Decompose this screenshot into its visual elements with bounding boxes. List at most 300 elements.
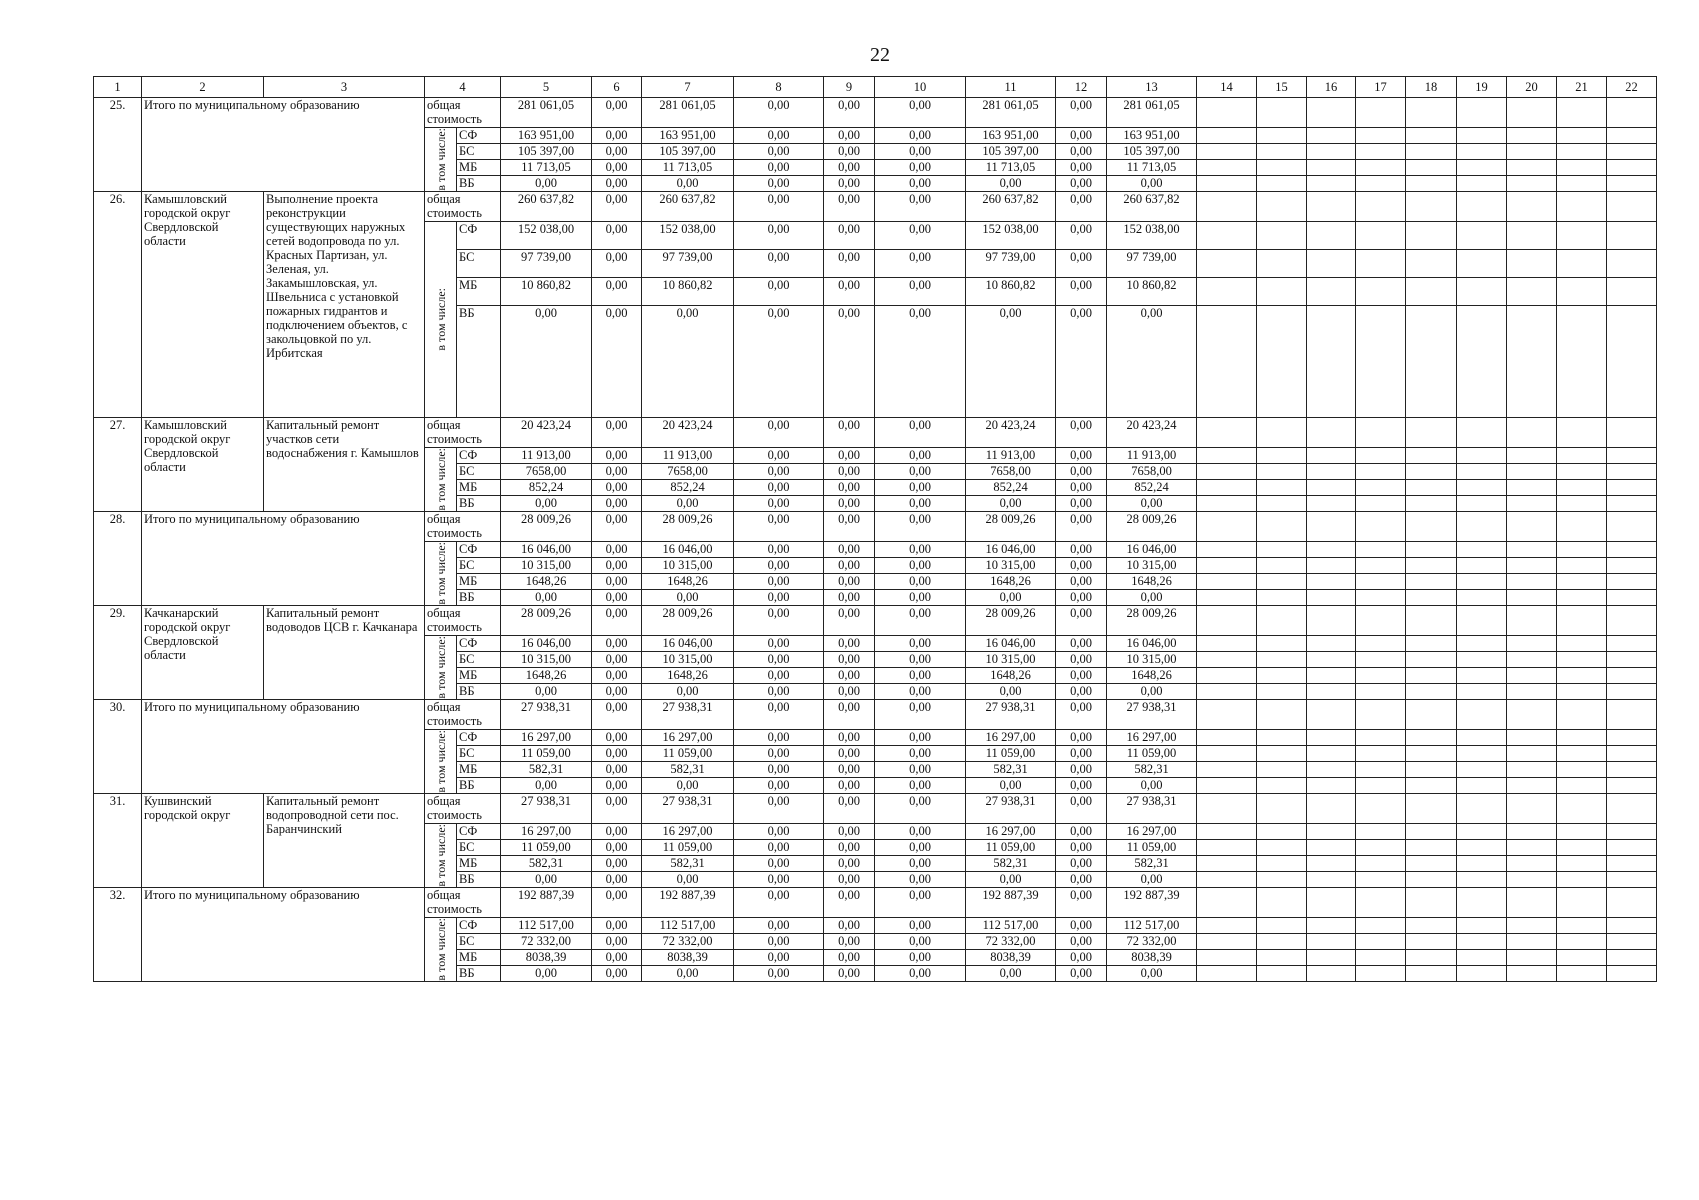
empty-cell xyxy=(1557,668,1607,684)
value-cell: 0,00 xyxy=(824,778,875,794)
empty-cell xyxy=(1307,794,1356,824)
value-cell: 0,00 xyxy=(1056,464,1107,480)
value-cell: 0,00 xyxy=(501,966,592,982)
value-cell: 11 713,05 xyxy=(501,160,592,176)
empty-cell xyxy=(1356,872,1406,888)
empty-cell xyxy=(1557,480,1607,496)
empty-cell xyxy=(1607,192,1657,222)
value-cell: 0,00 xyxy=(875,668,966,684)
empty-cell xyxy=(1457,176,1507,192)
empty-cell xyxy=(1457,888,1507,918)
column-number: 8 xyxy=(734,77,824,98)
value-cell: 0,00 xyxy=(875,464,966,480)
empty-cell xyxy=(1507,222,1557,250)
empty-cell xyxy=(1257,606,1307,636)
empty-cell xyxy=(1507,176,1557,192)
empty-cell xyxy=(1607,606,1657,636)
empty-cell xyxy=(1197,824,1257,840)
empty-cell xyxy=(1356,636,1406,652)
empty-cell xyxy=(1507,98,1557,128)
column-number: 17 xyxy=(1356,77,1406,98)
value-cell: 72 332,00 xyxy=(1107,934,1197,950)
value-cell: 16 046,00 xyxy=(966,542,1056,558)
value-cell: 11 913,00 xyxy=(642,448,734,464)
value-cell: 0,00 xyxy=(875,448,966,464)
empty-cell xyxy=(1257,778,1307,794)
empty-cell xyxy=(1406,840,1457,856)
value-cell: 0,00 xyxy=(824,636,875,652)
empty-cell xyxy=(1607,824,1657,840)
value-cell: 0,00 xyxy=(824,934,875,950)
empty-cell xyxy=(1356,606,1406,636)
empty-cell xyxy=(1197,306,1257,418)
empty-cell xyxy=(1197,418,1257,448)
empty-cell xyxy=(1307,636,1356,652)
value-cell: 0,00 xyxy=(875,934,966,950)
value-cell: 0,00 xyxy=(824,480,875,496)
including-label-text: в том числе: xyxy=(433,288,448,351)
column-number: 7 xyxy=(642,77,734,98)
value-cell: 0,00 xyxy=(592,558,642,574)
empty-cell xyxy=(1406,888,1457,918)
empty-cell xyxy=(1607,306,1657,418)
empty-cell xyxy=(1607,652,1657,668)
value-cell: 28 009,26 xyxy=(642,606,734,636)
empty-cell xyxy=(1607,888,1657,918)
value-cell: 10 860,82 xyxy=(1107,278,1197,306)
column-number-row xyxy=(94,77,1657,98)
funding-source-label: ВБ xyxy=(457,778,501,794)
empty-cell xyxy=(1307,824,1356,840)
value-cell: 8038,39 xyxy=(501,950,592,966)
value-cell: 163 951,00 xyxy=(501,128,592,144)
value-cell: 0,00 xyxy=(734,778,824,794)
row-number: 31. xyxy=(94,794,142,888)
value-cell: 0,00 xyxy=(1056,966,1107,982)
empty-cell xyxy=(1307,918,1356,934)
value-cell: 0,00 xyxy=(824,144,875,160)
empty-cell xyxy=(1257,684,1307,700)
value-cell: 0,00 xyxy=(592,684,642,700)
total-cost-label: общая стоимость xyxy=(425,512,501,542)
empty-cell xyxy=(1457,590,1507,606)
funding-source-label: СФ xyxy=(457,824,501,840)
value-cell: 192 887,39 xyxy=(642,888,734,918)
value-cell: 105 397,00 xyxy=(501,144,592,160)
empty-cell xyxy=(1457,730,1507,746)
empty-cell xyxy=(1257,918,1307,934)
value-cell: 0,00 xyxy=(824,574,875,590)
empty-cell xyxy=(1356,762,1406,778)
value-cell: 582,31 xyxy=(501,762,592,778)
empty-cell xyxy=(1457,684,1507,700)
empty-cell xyxy=(1607,762,1657,778)
value-cell: 11 713,05 xyxy=(966,160,1056,176)
empty-cell xyxy=(1197,606,1257,636)
empty-cell xyxy=(1507,840,1557,856)
value-cell: 0,00 xyxy=(875,250,966,278)
total-cost-label: общая стоимость xyxy=(425,700,501,730)
empty-cell xyxy=(1197,652,1257,668)
empty-cell xyxy=(1607,176,1657,192)
value-cell: 28 009,26 xyxy=(501,512,592,542)
value-cell: 0,00 xyxy=(875,684,966,700)
empty-cell xyxy=(1307,934,1356,950)
value-cell: 0,00 xyxy=(642,496,734,512)
value-cell: 0,00 xyxy=(592,222,642,250)
empty-cell xyxy=(1307,950,1356,966)
empty-cell xyxy=(1197,966,1257,982)
empty-cell xyxy=(1607,856,1657,872)
empty-cell xyxy=(1356,418,1406,448)
value-cell: 20 423,24 xyxy=(501,418,592,448)
value-cell: 0,00 xyxy=(592,918,642,934)
value-cell: 0,00 xyxy=(734,934,824,950)
value-cell: 852,24 xyxy=(966,480,1056,496)
value-cell: 582,31 xyxy=(642,856,734,872)
value-cell: 0,00 xyxy=(592,746,642,762)
value-cell: 0,00 xyxy=(1056,250,1107,278)
empty-cell xyxy=(1557,418,1607,448)
empty-cell xyxy=(1557,700,1607,730)
value-cell: 7658,00 xyxy=(966,464,1056,480)
empty-cell xyxy=(1307,840,1356,856)
empty-cell xyxy=(1607,558,1657,574)
empty-cell xyxy=(1557,128,1607,144)
empty-cell xyxy=(1356,918,1406,934)
empty-cell xyxy=(1457,840,1507,856)
value-cell: 0,00 xyxy=(875,590,966,606)
empty-cell xyxy=(1607,250,1657,278)
value-cell: 0,00 xyxy=(1056,176,1107,192)
empty-cell xyxy=(1197,918,1257,934)
value-cell: 0,00 xyxy=(1107,176,1197,192)
value-cell: 0,00 xyxy=(501,306,592,418)
value-cell: 72 332,00 xyxy=(501,934,592,950)
value-cell: 0,00 xyxy=(592,636,642,652)
empty-cell xyxy=(1507,496,1557,512)
value-cell: 16 297,00 xyxy=(966,730,1056,746)
empty-cell xyxy=(1406,496,1457,512)
funding-source-label: МБ xyxy=(457,574,501,590)
empty-cell xyxy=(1257,966,1307,982)
empty-cell xyxy=(1557,950,1607,966)
empty-cell xyxy=(1507,418,1557,448)
empty-cell xyxy=(1457,542,1507,558)
value-cell: 0,00 xyxy=(592,872,642,888)
value-cell: 0,00 xyxy=(824,250,875,278)
value-cell: 0,00 xyxy=(734,746,824,762)
empty-cell xyxy=(1457,746,1507,762)
empty-cell xyxy=(1307,730,1356,746)
empty-cell xyxy=(1257,418,1307,448)
value-cell: 16 046,00 xyxy=(501,636,592,652)
value-cell: 0,00 xyxy=(824,730,875,746)
value-cell: 281 061,05 xyxy=(501,98,592,128)
table-row-total xyxy=(94,98,1657,128)
empty-cell xyxy=(1356,684,1406,700)
value-cell: 1648,26 xyxy=(642,668,734,684)
value-cell: 0,00 xyxy=(875,746,966,762)
program-table xyxy=(93,76,1657,982)
value-cell: 0,00 xyxy=(824,542,875,558)
value-cell: 0,00 xyxy=(734,128,824,144)
value-cell: 0,00 xyxy=(875,778,966,794)
empty-cell xyxy=(1557,966,1607,982)
value-cell: 0,00 xyxy=(875,762,966,778)
value-cell: 0,00 xyxy=(875,918,966,934)
empty-cell xyxy=(1607,222,1657,250)
value-cell: 0,00 xyxy=(734,668,824,684)
empty-cell xyxy=(1307,192,1356,222)
value-cell: 0,00 xyxy=(592,652,642,668)
value-cell: 0,00 xyxy=(592,606,642,636)
value-cell: 0,00 xyxy=(875,652,966,668)
empty-cell xyxy=(1257,590,1307,606)
value-cell: 0,00 xyxy=(875,176,966,192)
column-number: 9 xyxy=(824,77,875,98)
value-cell: 11 713,05 xyxy=(642,160,734,176)
table-row-total xyxy=(94,418,1657,448)
empty-cell xyxy=(1307,762,1356,778)
empty-cell xyxy=(1307,542,1356,558)
municipality-name: Кушвинский городской округ xyxy=(142,794,264,888)
empty-cell xyxy=(1356,668,1406,684)
empty-cell xyxy=(1406,176,1457,192)
empty-cell xyxy=(1607,496,1657,512)
empty-cell xyxy=(1406,418,1457,448)
empty-cell xyxy=(1457,250,1507,278)
empty-cell xyxy=(1307,512,1356,542)
value-cell: 27 938,31 xyxy=(501,700,592,730)
value-cell: 0,00 xyxy=(592,888,642,918)
value-cell: 0,00 xyxy=(734,950,824,966)
value-cell: 0,00 xyxy=(734,418,824,448)
empty-cell xyxy=(1197,128,1257,144)
empty-cell xyxy=(1507,464,1557,480)
empty-cell xyxy=(1197,512,1257,542)
value-cell: 0,00 xyxy=(1056,144,1107,160)
value-cell: 0,00 xyxy=(966,684,1056,700)
empty-cell xyxy=(1406,966,1457,982)
value-cell: 0,00 xyxy=(734,652,824,668)
value-cell: 11 913,00 xyxy=(966,448,1056,464)
empty-cell xyxy=(1406,606,1457,636)
empty-cell xyxy=(1197,222,1257,250)
empty-cell xyxy=(1197,950,1257,966)
empty-cell xyxy=(1257,950,1307,966)
empty-cell xyxy=(1507,192,1557,222)
empty-cell xyxy=(1406,684,1457,700)
value-cell: 0,00 xyxy=(824,966,875,982)
value-cell: 281 061,05 xyxy=(1107,98,1197,128)
value-cell: 163 951,00 xyxy=(642,128,734,144)
empty-cell xyxy=(1607,746,1657,762)
empty-cell xyxy=(1507,730,1557,746)
value-cell: 11 059,00 xyxy=(1107,840,1197,856)
empty-cell xyxy=(1457,144,1507,160)
empty-cell xyxy=(1197,160,1257,176)
empty-cell xyxy=(1557,888,1607,918)
value-cell: 0,00 xyxy=(592,966,642,982)
empty-cell xyxy=(1406,794,1457,824)
value-cell: 11 059,00 xyxy=(966,746,1056,762)
empty-cell xyxy=(1507,480,1557,496)
empty-cell xyxy=(1507,652,1557,668)
empty-cell xyxy=(1356,176,1406,192)
empty-cell xyxy=(1356,464,1406,480)
value-cell: 152 038,00 xyxy=(966,222,1056,250)
empty-cell xyxy=(1607,934,1657,950)
empty-cell xyxy=(1557,762,1607,778)
empty-cell xyxy=(1406,128,1457,144)
empty-cell xyxy=(1307,250,1356,278)
value-cell: 0,00 xyxy=(875,480,966,496)
municipality-name: Камышловский городской округ Свердловской области xyxy=(142,192,264,418)
funding-source-label: БС xyxy=(457,934,501,950)
value-cell: 0,00 xyxy=(734,888,824,918)
funding-source-label: ВБ xyxy=(457,176,501,192)
value-cell: 112 517,00 xyxy=(642,918,734,934)
including-label xyxy=(425,918,457,982)
funding-source-label: СФ xyxy=(457,542,501,558)
including-label xyxy=(425,824,457,888)
empty-cell xyxy=(1257,480,1307,496)
value-cell: 0,00 xyxy=(1056,496,1107,512)
empty-cell xyxy=(1356,250,1406,278)
empty-cell xyxy=(1507,542,1557,558)
value-cell: 0,00 xyxy=(875,278,966,306)
value-cell: 1648,26 xyxy=(966,668,1056,684)
empty-cell xyxy=(1356,888,1406,918)
value-cell: 0,00 xyxy=(966,590,1056,606)
value-cell: 0,00 xyxy=(824,278,875,306)
value-cell: 16 297,00 xyxy=(966,824,1056,840)
empty-cell xyxy=(1307,464,1356,480)
value-cell: 192 887,39 xyxy=(1107,888,1197,918)
value-cell: 16 297,00 xyxy=(642,730,734,746)
municipality-total-label: Итого по муниципальному образованию xyxy=(142,512,425,606)
value-cell: 0,00 xyxy=(824,652,875,668)
value-cell: 11 059,00 xyxy=(1107,746,1197,762)
value-cell: 0,00 xyxy=(875,636,966,652)
total-cost-label: общая стоимость xyxy=(425,418,501,448)
value-cell: 0,00 xyxy=(824,464,875,480)
value-cell: 0,00 xyxy=(734,606,824,636)
value-cell: 0,00 xyxy=(642,966,734,982)
empty-cell xyxy=(1307,606,1356,636)
value-cell: 0,00 xyxy=(734,872,824,888)
value-cell: 0,00 xyxy=(1056,278,1107,306)
empty-cell xyxy=(1507,574,1557,590)
value-cell: 10 315,00 xyxy=(966,652,1056,668)
value-cell: 0,00 xyxy=(966,176,1056,192)
value-cell: 105 397,00 xyxy=(642,144,734,160)
value-cell: 27 938,31 xyxy=(1107,794,1197,824)
value-cell: 1648,26 xyxy=(1107,574,1197,590)
empty-cell xyxy=(1257,730,1307,746)
value-cell: 1648,26 xyxy=(501,574,592,590)
empty-cell xyxy=(1257,840,1307,856)
total-cost-label: общая стоимость xyxy=(425,192,501,222)
value-cell: 0,00 xyxy=(1056,856,1107,872)
empty-cell xyxy=(1507,778,1557,794)
empty-cell xyxy=(1607,590,1657,606)
including-label xyxy=(425,222,457,418)
value-cell: 0,00 xyxy=(734,730,824,746)
value-cell: 1648,26 xyxy=(642,574,734,590)
empty-cell xyxy=(1557,872,1607,888)
value-cell: 0,00 xyxy=(734,306,824,418)
value-cell: 0,00 xyxy=(592,98,642,128)
value-cell: 0,00 xyxy=(734,700,824,730)
value-cell: 0,00 xyxy=(875,496,966,512)
empty-cell xyxy=(1197,762,1257,778)
value-cell: 0,00 xyxy=(592,934,642,950)
value-cell: 0,00 xyxy=(1056,746,1107,762)
empty-cell xyxy=(1557,918,1607,934)
value-cell: 0,00 xyxy=(1056,778,1107,794)
value-cell: 0,00 xyxy=(592,496,642,512)
empty-cell xyxy=(1557,192,1607,222)
value-cell: 0,00 xyxy=(734,542,824,558)
empty-cell xyxy=(1356,558,1406,574)
value-cell: 582,31 xyxy=(1107,762,1197,778)
empty-cell xyxy=(1457,856,1507,872)
empty-cell xyxy=(1307,448,1356,464)
empty-cell xyxy=(1507,700,1557,730)
funding-source-label: МБ xyxy=(457,480,501,496)
empty-cell xyxy=(1507,950,1557,966)
empty-cell xyxy=(1257,872,1307,888)
empty-cell xyxy=(1557,144,1607,160)
empty-cell xyxy=(1406,730,1457,746)
value-cell: 27 938,31 xyxy=(501,794,592,824)
value-cell: 152 038,00 xyxy=(642,222,734,250)
empty-cell xyxy=(1307,966,1356,982)
value-cell: 0,00 xyxy=(824,918,875,934)
value-cell: 0,00 xyxy=(824,176,875,192)
funding-source-label: МБ xyxy=(457,278,501,306)
funding-source-label: БС xyxy=(457,840,501,856)
value-cell: 0,00 xyxy=(734,278,824,306)
value-cell: 0,00 xyxy=(592,306,642,418)
empty-cell xyxy=(1406,700,1457,730)
empty-cell xyxy=(1607,872,1657,888)
value-cell: 0,00 xyxy=(1107,872,1197,888)
value-cell: 0,00 xyxy=(824,192,875,222)
column-number: 11 xyxy=(966,77,1056,98)
empty-cell xyxy=(1197,746,1257,762)
municipality-total-label: Итого по муниципальному образованию xyxy=(142,888,425,982)
value-cell: 20 423,24 xyxy=(966,418,1056,448)
empty-cell xyxy=(1307,668,1356,684)
value-cell: 0,00 xyxy=(501,590,592,606)
table-row-total xyxy=(94,192,1657,222)
empty-cell xyxy=(1406,464,1457,480)
empty-cell xyxy=(1607,636,1657,652)
value-cell: 0,00 xyxy=(1056,730,1107,746)
value-cell: 0,00 xyxy=(824,824,875,840)
value-cell: 105 397,00 xyxy=(966,144,1056,160)
funding-source-label: БС xyxy=(457,250,501,278)
value-cell: 0,00 xyxy=(501,496,592,512)
value-cell: 1648,26 xyxy=(1107,668,1197,684)
value-cell: 11 059,00 xyxy=(501,840,592,856)
object-name: Выполнение проекта реконструкции существующих наружных сетей водопровода по ул. Красных Партизан, ул. Зеленая, ул. Закамышловская, ул. Швельниса с установкой пожарных гидрантов и подключением объектов, с закольцовкой по ул. Ирбитская xyxy=(264,192,425,418)
empty-cell xyxy=(1457,652,1507,668)
empty-cell xyxy=(1356,448,1406,464)
